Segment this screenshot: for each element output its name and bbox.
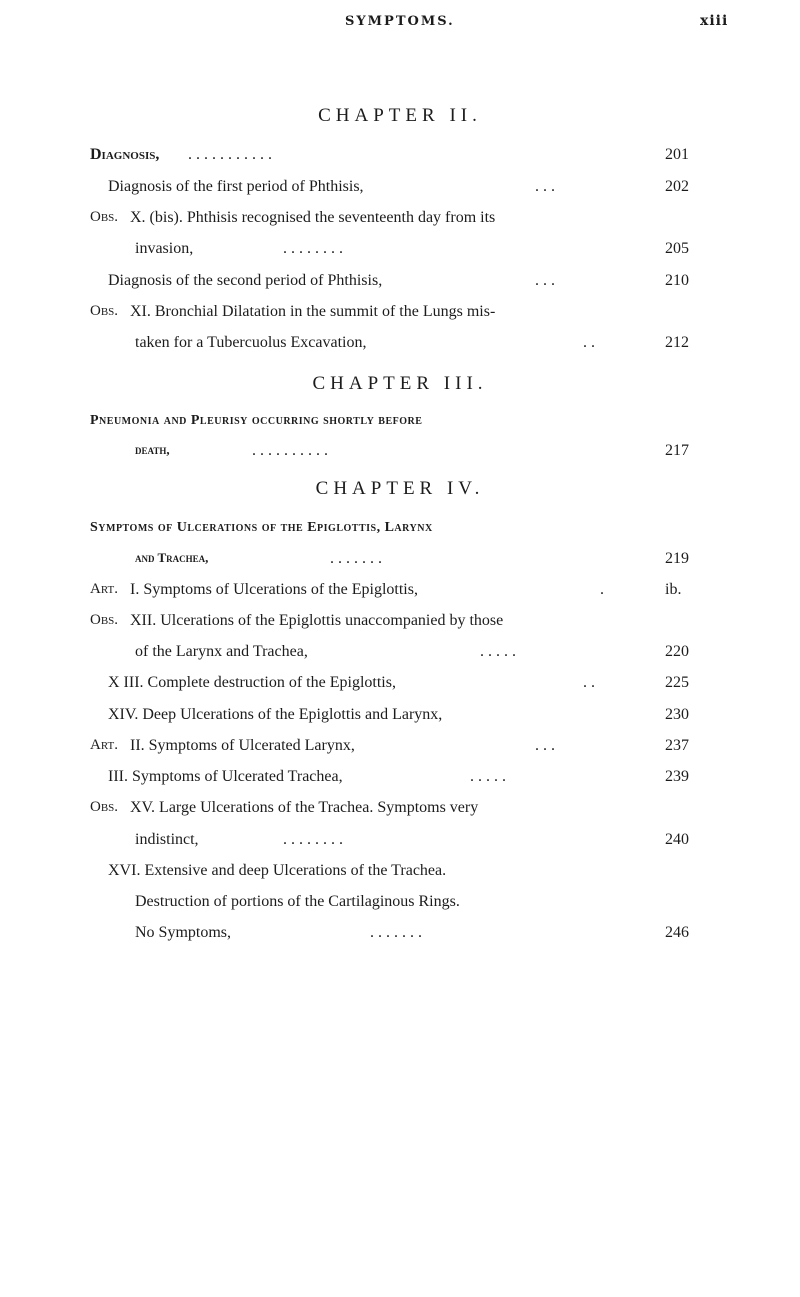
toc-entry bbox=[0, 862, 800, 886]
entry-leader: . . bbox=[583, 334, 595, 351]
chapter-heading: CHAPTER IV. bbox=[315, 478, 485, 499]
entry-title: XVI. Extensive and deep Ulcerations of the Trachea. bbox=[108, 862, 447, 879]
entry-prefix: Obs. bbox=[90, 799, 119, 815]
entry-page: 202 bbox=[665, 178, 689, 195]
entry-title: Symptoms of Ulcerations of the Epiglottis, Larynx bbox=[90, 520, 433, 535]
entry-page: ib. bbox=[665, 581, 682, 598]
toc-entry-continued bbox=[0, 550, 800, 574]
entry-title: Diagnosis of the second period of Phthisis, bbox=[108, 272, 383, 289]
toc-entry-continued bbox=[0, 893, 800, 917]
entry-title: III. Symptoms of Ulcerated Trachea, bbox=[108, 768, 343, 785]
entry-leader: . . . . . . . bbox=[330, 550, 382, 567]
entry-title: and Trachea, bbox=[135, 550, 209, 565]
entry-leader: . . . . . bbox=[470, 768, 506, 785]
entry-prefix: Obs. bbox=[90, 209, 119, 225]
running-title: SYMPTOMS. bbox=[345, 14, 455, 29]
entry-prefix: Art. bbox=[90, 581, 118, 597]
entry-title: XV. Large Ulcerations of the Trachea. Symptoms very bbox=[130, 799, 479, 816]
entry-leader: . bbox=[600, 581, 604, 598]
entry-title: I. Symptoms of Ulcerations of the Epiglottis, bbox=[130, 581, 418, 598]
toc-entry bbox=[0, 303, 800, 327]
entry-page: 230 bbox=[665, 706, 689, 723]
entry-page: 239 bbox=[665, 768, 689, 785]
entry-title: taken for a Tubercuolus Excavation, bbox=[135, 334, 367, 351]
toc-entry-continued bbox=[0, 334, 800, 358]
toc-entry bbox=[0, 178, 800, 202]
toc-entry bbox=[0, 799, 800, 823]
entry-page: 219 bbox=[665, 550, 689, 567]
toc-entry bbox=[0, 272, 800, 296]
entry-title: No Symptoms, bbox=[135, 924, 232, 941]
entry-page: 201 bbox=[665, 146, 689, 163]
entry-title: indistinct, bbox=[135, 831, 199, 848]
entry-title: XI. Bronchial Dilatation in the summit of the Lungs mis- bbox=[130, 303, 496, 320]
entry-title: XII. Ulcerations of the Epiglottis unaccompanied by those bbox=[130, 612, 504, 629]
chapter-heading: CHAPTER III. bbox=[312, 373, 488, 394]
entry-title: XIV. Deep Ulcerations of the Epiglottis and Larynx, bbox=[108, 706, 443, 723]
entry-leader: . . . bbox=[535, 737, 555, 754]
toc-entry-continued bbox=[0, 924, 800, 948]
entry-title: Diagnosis of the first period of Phthisis, bbox=[108, 178, 364, 195]
entry-prefix: Obs. bbox=[90, 303, 119, 319]
toc-entry bbox=[0, 674, 800, 698]
toc-entry bbox=[0, 209, 800, 233]
entry-leader: . . . . . bbox=[480, 643, 516, 660]
entry-title: Pneumonia and Pleurisy occurring shortly before bbox=[90, 413, 423, 428]
entry-leader: . . . bbox=[535, 178, 555, 195]
entry-title: Destruction of portions of the Cartilaginous Rings. bbox=[135, 893, 460, 910]
entry-prefix: Obs. bbox=[90, 612, 119, 628]
entry-page: 212 bbox=[665, 334, 689, 351]
entry-leader: . . . bbox=[535, 272, 555, 289]
entry-page: 220 bbox=[665, 643, 689, 660]
entry-page: 205 bbox=[665, 240, 689, 257]
page-number: xiii bbox=[700, 13, 729, 29]
entry-leader: . . . . . . . bbox=[370, 924, 422, 941]
entry-leader: . . . . . . . . . . bbox=[252, 442, 328, 459]
entry-title: invasion, bbox=[135, 240, 194, 257]
entry-title: II. Symptoms of Ulcerated Larynx, bbox=[130, 737, 355, 754]
running-head bbox=[0, 14, 800, 34]
toc-entry-continued bbox=[0, 831, 800, 855]
entry-title: X III. Complete destruction of the Epiglottis, bbox=[108, 674, 396, 691]
entry-prefix: Art. bbox=[90, 737, 118, 753]
entry-leader: . . . . . . . . bbox=[283, 240, 343, 257]
toc-entry bbox=[0, 612, 800, 636]
entry-title: death, bbox=[135, 442, 170, 457]
toc-entry bbox=[0, 413, 800, 437]
entry-page: 217 bbox=[665, 442, 689, 459]
toc-entry bbox=[0, 146, 800, 170]
toc-entry bbox=[0, 768, 800, 792]
entry-page: 210 bbox=[665, 272, 689, 289]
entry-page: 237 bbox=[665, 737, 689, 754]
entry-leader: . . . . . . . . bbox=[283, 831, 343, 848]
entry-page: 225 bbox=[665, 674, 689, 691]
entry-title: of the Larynx and Trachea, bbox=[135, 643, 308, 660]
toc-entry bbox=[0, 581, 800, 605]
entry-leader: . . bbox=[583, 674, 595, 691]
toc-entry-continued bbox=[0, 442, 800, 466]
chapter-heading: CHAPTER II. bbox=[318, 105, 482, 126]
entry-page: 240 bbox=[665, 831, 689, 848]
toc-entry bbox=[0, 706, 800, 730]
toc-entry bbox=[0, 737, 800, 761]
toc-entry-continued bbox=[0, 643, 800, 667]
entry-page: 246 bbox=[665, 924, 689, 941]
toc-entry bbox=[0, 520, 800, 544]
entry-title: Diagnosis, bbox=[90, 146, 160, 163]
entry-leader: . . . . . . . . . . . bbox=[188, 146, 272, 163]
toc-entry-continued bbox=[0, 240, 800, 264]
entry-title: X. (bis). Phthisis recognised the seventeenth day from its bbox=[130, 209, 496, 226]
